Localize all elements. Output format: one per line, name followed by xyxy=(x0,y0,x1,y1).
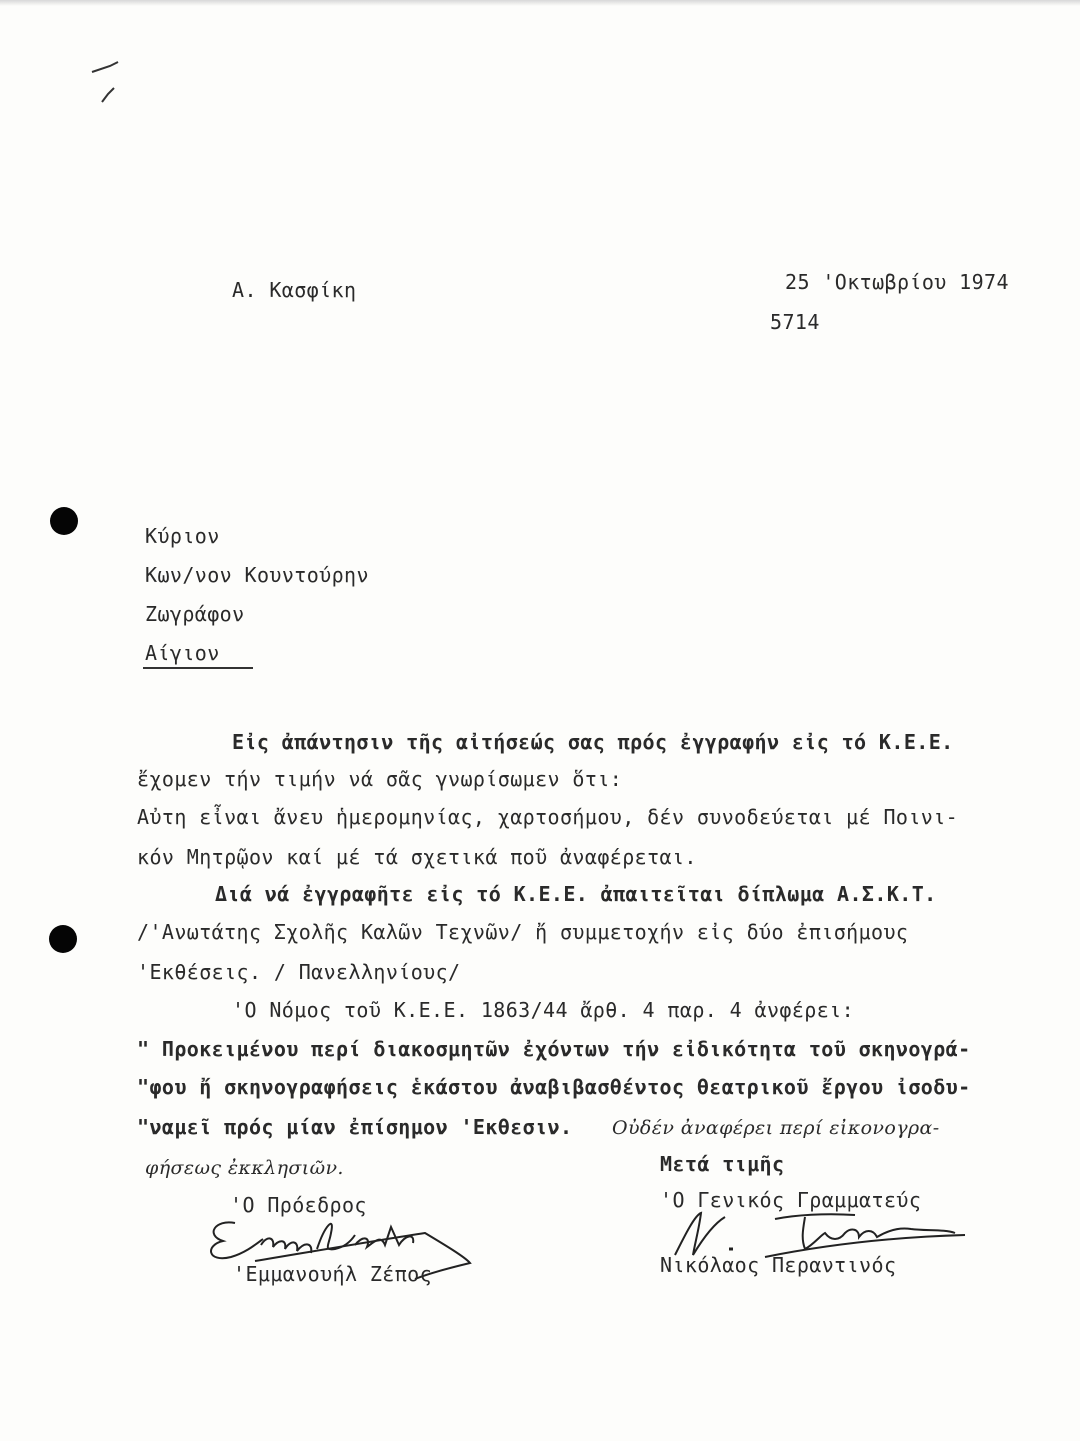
closing-regards: Μετά τιμῆς xyxy=(660,1152,785,1176)
left-signatory-title: 'Ο Πρόεδρος xyxy=(230,1193,367,1217)
body-line-10: "φου ἤ σκηνογραφήσεις ἑκάστου ἀναβιβασθέντος θεατρικοῦ ἔργου ἰσοδυ- xyxy=(137,1075,971,1099)
right-signatory-title: 'Ο Γενικός Γραμματεύς xyxy=(660,1188,922,1212)
handwritten-note-line-2: φήσεως ἐκκλησιῶν. xyxy=(145,1157,344,1179)
handwritten-note-line-1: Οὐδέν ἀναφέρει περί εἰκονογρα- xyxy=(612,1117,940,1139)
body-line-5: Διά νά ἐγγραφῆτε εἰς τό Κ.Ε.Ε. ἀπαιτεῖται δίπλωμα Α.Σ.Κ.Τ. xyxy=(215,882,937,906)
pen-mark xyxy=(88,58,128,108)
recipient-profession: Ζωγράφον xyxy=(145,602,245,626)
body-line-4: κόν Μητρῷον καί μέ τά σχετικά ποῦ ἀναφέρεται. xyxy=(137,845,697,869)
scan-top-edge xyxy=(0,0,1080,6)
letter-date: 25 'Οκτωβρίου 1974 xyxy=(785,270,1009,294)
recipient-city: Αίγιον xyxy=(145,641,220,665)
body-line-3: Αὐτη εἶναι ἄνευ ἡμερομηνίας, χαρτοσήμου, δέν συνοδεύεται μέ Ποινι- xyxy=(137,805,959,829)
reference-initials: Α. Κασφίκη xyxy=(232,278,357,302)
body-line-7: 'Εκθέσεις. / Πανελληνίους/ xyxy=(137,960,461,984)
left-signatory-name: 'Εμμανουήλ Ζέπος xyxy=(233,1262,433,1286)
recipient-salutation: Κύριον xyxy=(145,524,220,548)
body-line-9: " Προκειμένου περί διακοσμητῶν ἐχόντων τήν εἰδικότητα τοῦ σκηνογρά- xyxy=(137,1037,971,1061)
right-signatory-name: Νικόλαος Περαντινός xyxy=(660,1253,897,1277)
protocol-number: 5714 xyxy=(770,310,820,334)
body-line-8: 'Ο Νόμος τοῦ Κ.Ε.Ε. 1863/44 ἄρθ. 4 παρ. 4 ἀνφέρει: xyxy=(232,998,855,1022)
recipient-name: Κων/νον Κουντούρην xyxy=(145,563,369,587)
body-line-1: Εἰς ἀπάντησιν τῆς αἰτήσεώς σας πρός ἐγγραφήν εἰς τό Κ.Ε.Ε. xyxy=(232,730,954,754)
city-underline xyxy=(143,667,253,669)
body-line-2: ἔχομεν τήν τιμήν νά σᾶς γνωρίσωμεν ὅτι: xyxy=(137,767,623,791)
punch-hole-top xyxy=(50,507,78,535)
body-line-6: /'Ανωτάτης Σχολῆς Καλῶν Τεχνῶν/ ἤ συμμετοχήν εἰς δύο ἐπισήμους xyxy=(137,920,909,944)
body-line-11: "ναμεῖ πρός μίαν ἐπίσημον 'Εκθεσιν. xyxy=(137,1115,573,1139)
punch-hole-bottom xyxy=(49,925,77,953)
